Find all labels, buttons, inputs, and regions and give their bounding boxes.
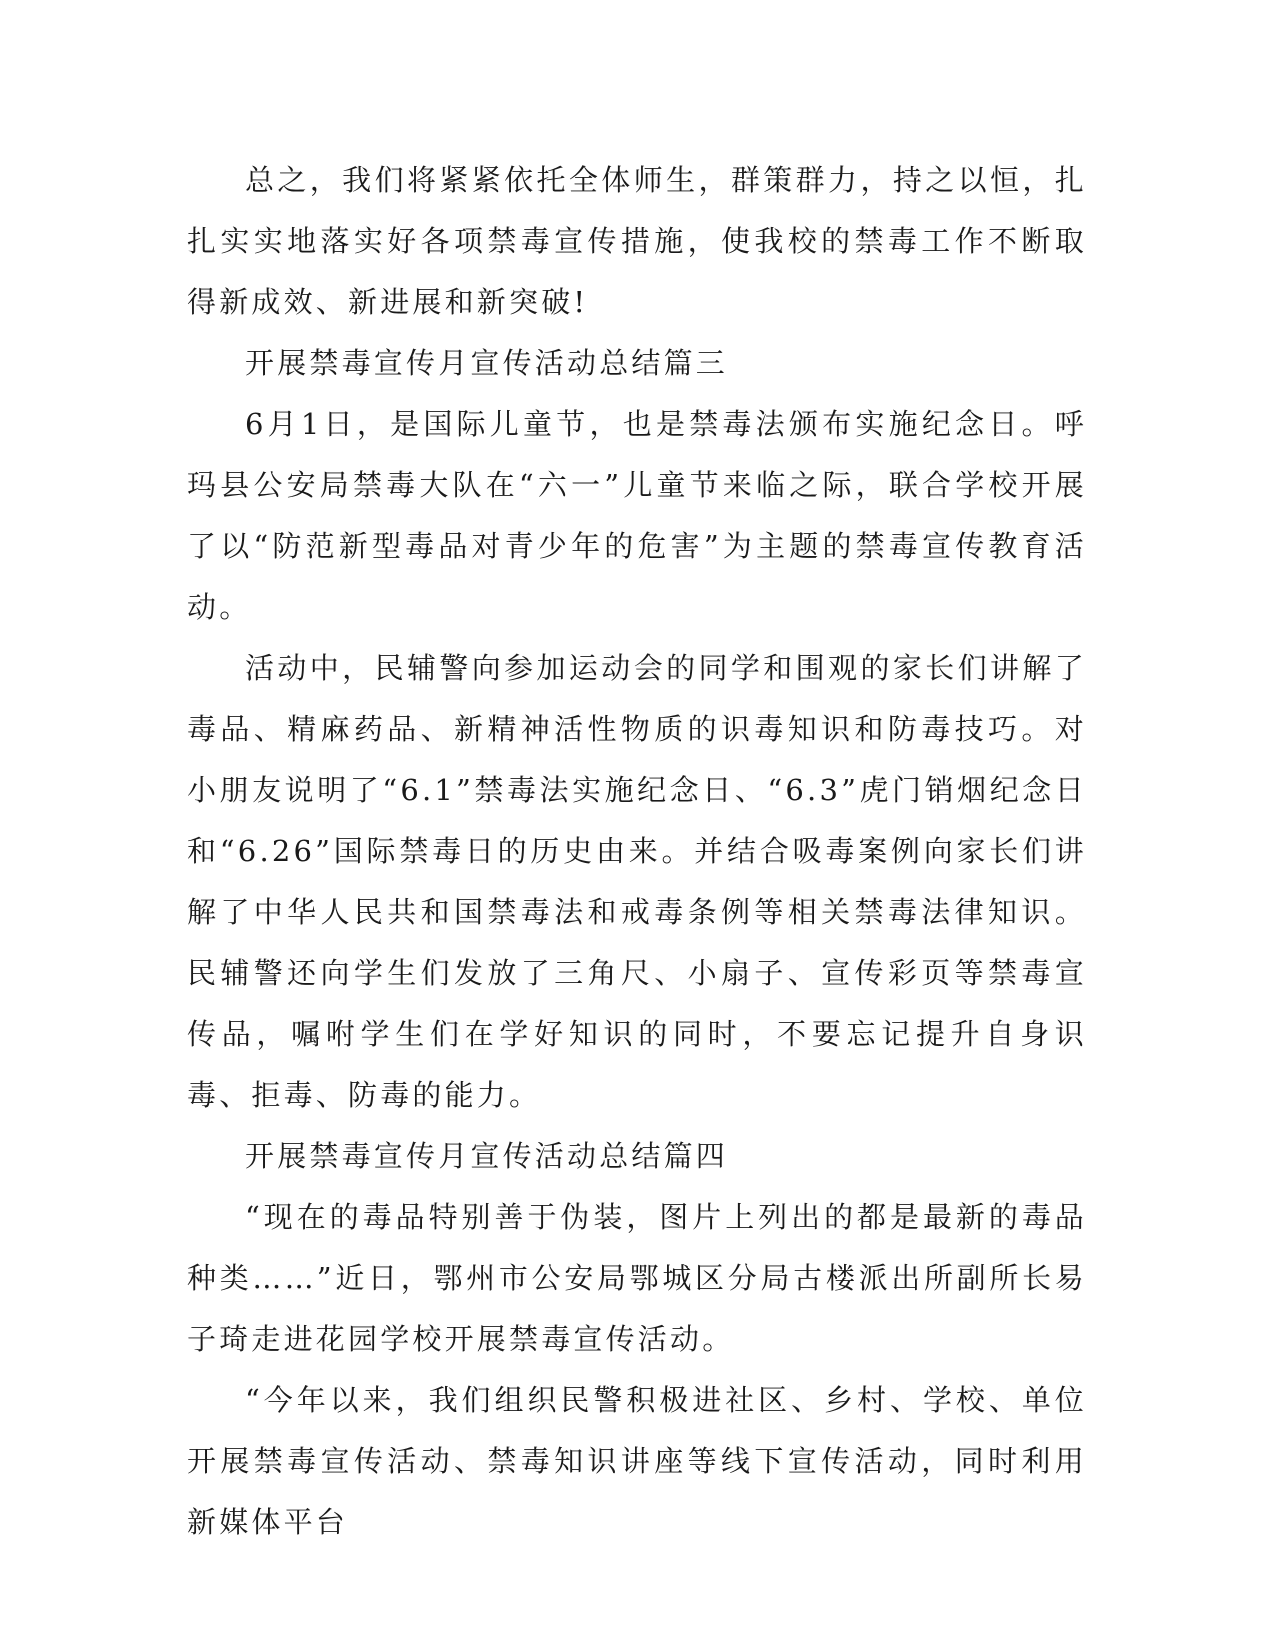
- document-body: [187, 150, 1087, 1553]
- paragraph-this-year: “今年以来，我们组织民警积极进社区、乡村、学校、单位开展禁毒宣传活动、禁毒知识讲座等线下宣传活动，同时利用新媒体平台: [187, 1383, 1087, 1539]
- paragraph-activity-details: 活动中，民辅警向参加运动会的同学和围观的家长们讲解了毒品、精麻药品、新精神活性物质的识毒知识和防毒技巧。对小朋友说明了“6.1”禁毒法实施纪念日、“6.3”虎门销烟纪念日和“6.26”国际禁毒日的历史由来。并结合吸毒案例向家长们讲解了中华人民共和国禁毒法和戒毒条例等相关禁毒法律知识。民辅警还向学生们发放了三角尺、小扇子、宣传彩页等禁毒宣传品，嘱咐学生们在学好知识的同时，不要忘记提升自身识毒、拒毒、防毒的能力。: [187, 651, 1087, 1112]
- section-heading-part-four: 开展禁毒宣传月宣传活动总结篇四: [245, 1139, 729, 1173]
- paragraph-childrens-day: 6月1日，是国际儿童节，也是禁毒法颁布实施纪念日。呼玛县公安局禁毒大队在“六一”儿童节来临之际，联合学校开展了以“防范新型毒品对青少年的危害”为主题的禁毒宣传教育活动。: [187, 407, 1087, 624]
- paragraph-conclusion: 总之，我们将紧紧依托全体师生，群策群力，持之以恒，扎扎实实地落实好各项禁毒宣传措施，使我校的禁毒工作不断取得新成效、新进展和新突破!: [187, 163, 1087, 319]
- section-heading-part-three: 开展禁毒宣传月宣传活动总结篇三: [245, 346, 729, 380]
- paragraph-disguised-drugs: “现在的毒品特别善于伪装，图片上列出的都是最新的毒品种类……”近日，鄂州市公安局鄂城区分局古楼派出所副所长易子琦走进花园学校开展禁毒宣传活动。: [187, 1200, 1087, 1356]
